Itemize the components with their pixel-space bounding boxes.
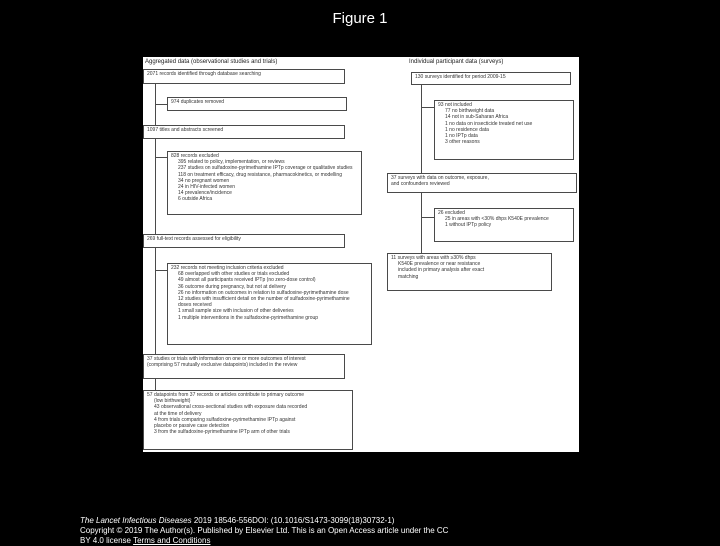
connector xyxy=(421,107,434,108)
box-records-excluded xyxy=(167,151,362,215)
box-line: 1 no data on insecticide treated net use xyxy=(445,120,533,127)
box-line: and confounders reviewed xyxy=(391,181,450,188)
box-line: 68 overlapped with other studies or trials excluded xyxy=(178,271,290,278)
box-line: doses received xyxy=(178,302,212,309)
box-line: 130 surveys identified for period 2009-15 xyxy=(415,74,506,80)
box-line: 828 records excluded xyxy=(171,153,219,159)
box-line: 1 without IPTp policy xyxy=(445,222,492,229)
copyright-notice: Copyright © 2019 The Author(s). Published by Elsevier Ltd. This is an Open Access article under the CC xyxy=(80,526,449,535)
box-line: 1 multiple interventions in the sulfadoxine-pyrimethamine group xyxy=(178,314,319,321)
box-line: 4 from trials comparing sulfadoxine-pyrimethamine IPTp against xyxy=(154,416,296,423)
box-line: 14 prevalence/incidence xyxy=(178,190,232,197)
flow-diagram xyxy=(143,57,579,452)
box-line: 77 no birthweight data xyxy=(445,108,495,115)
figure-caption xyxy=(80,516,600,546)
box-line: placebo or passive case detection xyxy=(154,423,230,430)
box-line: 37 studies or trials with information on one or more outcomes of interest xyxy=(147,356,306,362)
box-line: 237 studies on sulfadoxine-pyrimethamine IPTp coverage or qualitative studies xyxy=(178,165,353,172)
box-line: 2071 records identified through database searching xyxy=(147,71,261,77)
box-surveys-reviewed xyxy=(387,173,577,193)
box-line: 3 other reasons xyxy=(445,139,480,146)
box-studies-included xyxy=(143,354,345,379)
connector xyxy=(155,379,156,390)
box-line: 1 no residence data xyxy=(445,126,489,133)
connector xyxy=(421,193,422,253)
box-line: 36 outcome during pregnancy, but not at delivery xyxy=(178,283,287,290)
box-line: (low birthweight) xyxy=(154,398,191,405)
box-line: 395 related to policy, implementation, or reviews xyxy=(178,159,285,166)
box-surveys-primary-analysis xyxy=(387,253,552,291)
box-primary-outcome xyxy=(143,390,353,450)
box-line: 232 records not meeting inclusion criteria excluded xyxy=(171,265,284,271)
box-surveys-identified xyxy=(411,72,571,85)
box-line: 93 not included xyxy=(438,102,472,108)
box-line: 43 observational cross-sectional studies with exposure data recorded xyxy=(154,404,308,411)
box-line: matching xyxy=(398,273,419,280)
box-line: 14 not in sub-Saharan Africa xyxy=(445,114,509,121)
box-line: at the time of delivery xyxy=(154,410,202,417)
box-line: 3 from the sulfadoxine-pyrimethamine IPTp arm of other trials xyxy=(154,429,290,436)
connector xyxy=(155,270,167,271)
box-line: 34 no pregnant women xyxy=(178,177,230,184)
box-screened xyxy=(143,125,345,139)
box-line: 12 studies with insufficient detail on the number of sulfadoxine-pyrimethamine xyxy=(178,296,350,303)
box-line: K540E prevalence or near resistance xyxy=(398,261,481,268)
connector xyxy=(421,217,434,218)
box-line: 6 outside Africa xyxy=(178,196,213,203)
box-duplicates-removed xyxy=(167,97,347,111)
box-line: 37 surveys with data on outcome, exposure, xyxy=(391,175,489,181)
box-line: 1 no IPTp data xyxy=(445,133,478,140)
box-line: 269 full-text records assessed for eligibility xyxy=(147,236,241,242)
box-surveys-excluded xyxy=(434,208,574,242)
box-records-identified xyxy=(143,69,345,84)
connector xyxy=(155,139,156,234)
box-line: 11 surveys with areas with ≥30% dhps xyxy=(391,255,476,261)
connector xyxy=(155,104,167,105)
connector xyxy=(155,248,156,354)
box-line: 26 excluded xyxy=(438,210,465,216)
box-line: 57 datapoints from 37 records or articles contribute to primary outcome xyxy=(147,392,305,398)
box-line: 24 in HIV-infected women xyxy=(178,184,235,191)
box-full-text-assessed xyxy=(143,234,345,248)
box-line: 974 duplicates removed xyxy=(171,99,225,105)
box-line: included in primary analysis after exact xyxy=(398,267,485,274)
connector xyxy=(155,157,167,158)
terms-link[interactable]: Terms and Conditions xyxy=(133,536,211,545)
page-title: Figure 1 xyxy=(332,10,388,27)
box-line: 1 small sample size with inclusion of other deliveries xyxy=(178,308,294,315)
box-surveys-not-included xyxy=(434,100,574,160)
box-line: 26 no information on outcomes in relation to sulfadoxine-pyrimethamine dose xyxy=(178,289,349,296)
box-not-meeting-criteria xyxy=(167,263,372,345)
connector xyxy=(421,85,422,173)
box-line: 25 in areas with <30% dhps K540E prevalence xyxy=(445,216,549,223)
box-line: 1097 titles and abstracts screened xyxy=(147,127,224,133)
license-text: BY 4.0 license xyxy=(80,536,134,545)
box-line: 49 almost all participants received IPTp (no zero-dose control) xyxy=(178,277,316,284)
box-line: (comprising 57 mutually exclusive datapoints) included in the review xyxy=(147,362,298,369)
journal-name: The Lancet Infectious Diseases xyxy=(80,516,192,525)
box-line: 118 on treatment efficacy, drug resistance, pharmacokinetics, or modelling xyxy=(178,171,342,178)
citation: 2019 18546-556DOI: (10.1016/S1473-3099(18)30732-1) xyxy=(191,516,395,525)
left-column-header: Aggregated data (observational studies and trials) xyxy=(145,59,278,65)
right-column-header: Individual participant data (surveys) xyxy=(409,59,504,65)
